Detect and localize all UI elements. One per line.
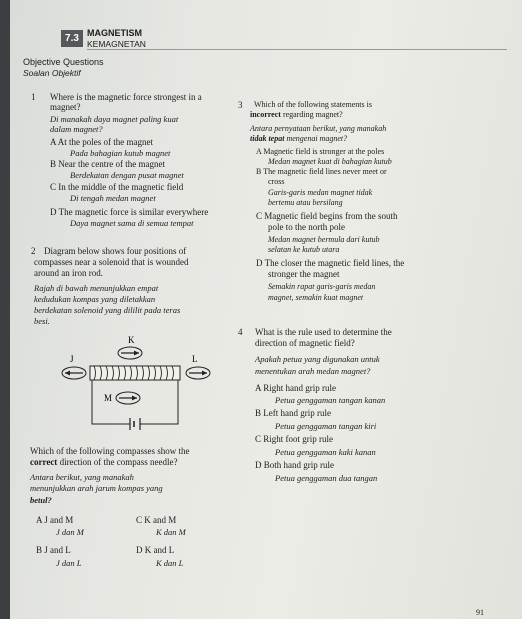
q1-stem-ms-2: dalam magnet?	[50, 124, 103, 134]
q2-question-en-2-rest: direction of the compass needle?	[57, 457, 178, 467]
q3-stem-ms-2-rest: mengenai magnet?	[284, 134, 348, 143]
q4-number: 4	[238, 327, 243, 337]
solenoid-diagram	[60, 327, 260, 442]
q1-option-a-ms: Pada bahagian kutub magnet	[70, 148, 171, 158]
q1-option-b: B Near the centre of the magnet	[50, 159, 165, 169]
q2-option-a: A J and M	[36, 515, 74, 525]
label-l: L	[192, 354, 198, 364]
compass-j	[62, 367, 86, 379]
q2-stem-ms-3: berdekatan solenoid yang dililit pada teras	[34, 305, 181, 315]
header-rule	[87, 49, 507, 50]
section-number-badge	[61, 30, 83, 47]
q3-option-c-ms-1: Medan magnet bermula dari kutub	[268, 235, 380, 244]
q2-option-d-ms: K dan L	[156, 558, 184, 568]
q2-stem-en-1: Diagram below shows four positions of	[44, 246, 187, 256]
q1-option-c-ms: Di tengah medan magnet	[70, 193, 156, 203]
q3-emphasis-incorrect: incorrect	[250, 110, 281, 119]
q1-stem-en-2: magnet?	[50, 102, 81, 112]
q3-stem-en-1: Which of the following statements is	[254, 100, 372, 109]
q3-option-d-1: D The closer the magnetic field lines, the	[256, 258, 405, 268]
q3-stem-en-2	[250, 111, 343, 119]
q2-question-ms-3: betul?	[30, 495, 52, 505]
q2-option-b: B J and L	[36, 545, 71, 555]
q2-option-a-ms: J dan M	[56, 527, 84, 537]
q4-option-c-ms: Petua genggaman kaki kanan	[275, 447, 376, 457]
q3-option-b-2: cross	[268, 177, 285, 186]
subtitle-en: Objective Questions	[23, 57, 104, 67]
q3-stem-en-2-rest: regarding magnet?	[280, 110, 343, 119]
q3-number: 3	[238, 100, 243, 110]
q4-option-d-ms: Petua genggaman dua tangan	[275, 473, 378, 483]
q2-number: 2	[31, 246, 36, 256]
compass-l	[186, 367, 210, 379]
q4-option-b-ms: Petua genggaman tangan kiri	[275, 421, 377, 431]
q2-stem-ms-1: Rajah di bawah menunjukkan empat	[34, 283, 159, 293]
q3-option-a: A Magnetic field is stronger at the poles	[256, 147, 385, 156]
label-m: M	[104, 393, 113, 403]
q3-option-d-2: stronger the magnet	[268, 269, 340, 279]
compass-m	[116, 392, 140, 404]
q2-option-c-ms: K dan M	[156, 527, 186, 537]
q2-option-d: D K and L	[136, 545, 175, 555]
q3-option-b-ms-1: Garis-garis medan magnet tidak	[268, 188, 373, 197]
q4-stem-ms-2: menentukan arah medan magnet?	[255, 366, 371, 376]
q2-question-ms-2: menunjukkan arah jarum kompas yang	[30, 483, 163, 493]
q2-option-b-ms: J dan L	[56, 558, 82, 568]
q3-option-b-1: B The magnetic field lines never meet or	[256, 167, 387, 176]
q2-emphasis-correct: correct	[30, 457, 58, 467]
q1-option-d-ms: Daya magnet sama di semua tempat	[70, 218, 194, 228]
circuit-wire	[92, 380, 178, 430]
subtitle-ms: Soalan Objektif	[23, 68, 81, 78]
q2-question-en-1: Which of the following compasses show the	[30, 446, 190, 456]
q3-emphasis-tidak-tepat: tidak tepat	[250, 134, 285, 143]
q1-option-b-ms: Berdekatan dengan pusat magnet	[70, 170, 184, 180]
q3-option-b-ms-2: bertemu atau bersilang	[268, 198, 343, 207]
q3-stem-ms-1: Antara pernyataan berikut, yang manakah	[250, 124, 387, 133]
q1-option-c: C In the middle of the magnetic field	[50, 182, 184, 192]
q4-stem-ms-1: Apakah petua yang digunakan untuk	[255, 354, 380, 364]
q1-stem-en-1: Where is the magnetic force strongest in a	[50, 92, 202, 102]
q4-option-d: D Both hand grip rule	[255, 460, 334, 470]
q2-stem-en-3: around an iron rod.	[34, 268, 103, 278]
q4-option-b: B Left hand grip rule	[255, 408, 331, 418]
q2-stem-en-2: compasses near a solenoid that is wounded	[34, 257, 189, 267]
textbook-page	[10, 0, 522, 619]
q3-option-c-2: pole to the north pole	[268, 222, 345, 232]
q2-option-c: C K and M	[136, 515, 177, 525]
page-number: 91	[476, 608, 484, 617]
section-title-ms: KEMAGNETAN	[87, 39, 146, 49]
label-j: J	[70, 354, 74, 364]
q1-stem-ms-1: Di manakah daya magnet paling kuat	[50, 114, 179, 124]
q1-number: 1	[31, 92, 36, 102]
q4-stem-en-1: What is the rule used to determine the	[255, 327, 392, 337]
q4-option-c: C Right foot grip rule	[255, 434, 333, 444]
q2-stem-ms-2: kedudukan kompas yang diletakkan	[34, 294, 156, 304]
q3-option-c-ms-2: selatan ke kutub utara	[268, 245, 340, 254]
q2-stem-ms-4: besi.	[34, 316, 50, 326]
q3-option-d-ms-2: magnet, semakin kuat magnet	[268, 293, 364, 302]
q4-stem-en-2: direction of magnetic field?	[255, 338, 355, 348]
compass-k	[118, 347, 142, 359]
q3-stem-ms-2	[250, 135, 347, 143]
q3-option-d-ms-1: Semakin rapat garis-garis medan	[268, 282, 376, 291]
q4-option-a: A Right hand grip rule	[255, 383, 336, 393]
q4-option-a-ms: Petua genggaman tangan kanan	[275, 395, 386, 405]
q1-option-d: D The magnetic force is similar everywhere	[50, 207, 209, 217]
section-title-en: MAGNETISM	[87, 28, 142, 38]
q3-option-c-1: C Magnetic field begins from the south	[256, 211, 398, 221]
q2-question-en-2	[30, 458, 178, 467]
section-number: 7.3	[65, 33, 79, 44]
iron-rod-with-coil	[90, 366, 180, 380]
q3-option-a-ms: Medan magnet kuat di bahagian kutub	[268, 157, 392, 166]
q2-question-ms-1: Antara berikut, yang manakah	[30, 472, 134, 482]
q1-option-a: A At the poles of the magnet	[50, 137, 153, 147]
label-k: K	[128, 335, 135, 345]
